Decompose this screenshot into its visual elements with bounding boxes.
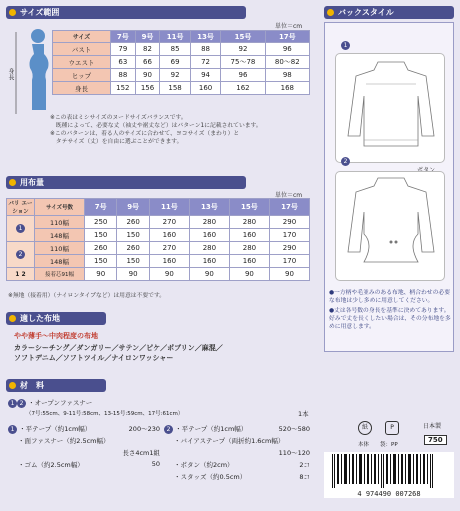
made-in-label: 日本製 (423, 423, 442, 430)
cell: 90 (135, 69, 160, 82)
cell: 160 (190, 82, 220, 95)
cell: 96 (221, 69, 265, 82)
size-col: 15号 (221, 31, 265, 43)
cell: 85 (160, 43, 190, 56)
size-corner: サイズ (53, 31, 111, 43)
back-title: バックスタイル (338, 8, 394, 17)
fabric-unit: 単位＝cm (275, 192, 303, 199)
height-label: 身長 (7, 68, 14, 80)
fabric-corner: サイズ号数 (35, 199, 85, 216)
size-col: 7号 (85, 199, 117, 216)
variation-12-label: 1 2 (7, 268, 35, 281)
cell: 160 (229, 229, 269, 242)
cell: 290 (269, 242, 309, 255)
cell: 270 (149, 242, 189, 255)
fabric-header (6, 176, 246, 189)
body-figure (8, 28, 54, 118)
cell: 280 (229, 242, 269, 255)
cell: 63 (111, 56, 136, 69)
jacket-1-image (335, 53, 445, 163)
cell: 98 (265, 69, 309, 82)
cell: 79 (111, 43, 136, 56)
cell: 250 (85, 216, 117, 229)
back-notes: ●一方柄や毛並みのある布地、柄合わせの必要な布地は少し多めに用意してください。 ●丈は各号数の身長を基準に決めてあります。好みで丈を長くしたい場合は、その分布地を多めに用意します。 (329, 290, 451, 330)
variation-2-badge: 2 (16, 250, 25, 259)
cell: 160 (229, 255, 269, 268)
table-row (7, 255, 310, 268)
width-label: 110幅 (35, 216, 85, 229)
table-row (7, 229, 310, 242)
cell: 150 (85, 229, 117, 242)
cell: 94 (190, 69, 220, 82)
cell: 160 (149, 229, 189, 242)
table-row (53, 56, 310, 69)
cell: 90 (149, 268, 189, 281)
size-col: 13号 (190, 31, 220, 43)
cell: 72 (190, 56, 220, 69)
zipper-sizes: （7号:55cm、9-11号:58cm、13-15号:59cm、17号:61cm） (26, 411, 184, 417)
cell: 150 (117, 229, 149, 242)
size-header (6, 6, 246, 19)
size-col: 13号 (189, 199, 229, 216)
cell: 260 (117, 242, 149, 255)
cell: 92 (221, 43, 265, 56)
size-notes: ※この表はミシサイズのヌードサイズバランスです。 既種によって、必要な丈（袖丈や裾丈など）はパターン1に記載されています。 ※このパターンは、着る人のサイズに合わせて、ヨコサイズ（まわり）と タテサイズ（丈）を自由に選ぶことができます。 (50, 115, 262, 145)
back-panel (324, 22, 454, 352)
row-label: ウエスト (53, 56, 111, 69)
cell: 75〜78 (221, 56, 265, 69)
size-col: 7号 (111, 31, 136, 43)
table-row (53, 82, 310, 95)
cell: 90 (269, 268, 309, 281)
width-label: 接着芯91幅 (35, 268, 85, 281)
zipper-qty: 1本 (298, 410, 309, 418)
recycle-icon: 紙 (358, 421, 372, 435)
table-row (7, 242, 310, 255)
variation-header: バリ エーション (7, 199, 35, 216)
materials-right: 2 ・平テープ（約1cm幅） 520〜580 ・バイアステープ（両折約1.6cm幅） 110〜120 ・ボタン（約2cm） 2コ ・スタッズ（約0.5cm） 8コ (164, 424, 310, 484)
body-label: 本体 (358, 442, 370, 448)
cell: 260 (85, 242, 117, 255)
cell: 160 (189, 229, 229, 242)
cell: 92 (160, 69, 190, 82)
cell: 90 (117, 268, 149, 281)
size-col: 17号 (265, 31, 309, 43)
row-label: 身長 (53, 82, 111, 95)
cell: 280 (189, 242, 229, 255)
fabric-note: ※無地（接着用）（ナイロンタイプなど）は用意は不要です。 (8, 293, 166, 299)
size-title: サイズ範囲 (20, 8, 60, 17)
materials-header (6, 379, 106, 392)
row-label: バスト (53, 43, 111, 56)
cell: 88 (111, 69, 136, 82)
width-label: 148幅 (35, 229, 85, 242)
size-col: 15号 (229, 199, 269, 216)
cell: 162 (221, 82, 265, 95)
price-box: 750 (424, 435, 447, 445)
cell: 290 (269, 216, 309, 229)
cell: 168 (265, 82, 309, 95)
recycle-icon-2: P (385, 421, 399, 435)
materials-left: 1 ・平テープ（約1cm幅） 200〜230 ・面ファスナー（約2.5cm幅） 長さ4cm1組 ・ゴム（約2.5cm幅） 50 (8, 424, 160, 472)
suitable-title: 適した布地 (20, 314, 60, 323)
barcode-number: 4 974490 007268 (357, 490, 421, 498)
suitable-header (6, 312, 106, 325)
table-row (53, 69, 310, 82)
zipper-label: 1 2 ・オープンファスナー (8, 398, 92, 408)
cell: 160 (189, 255, 229, 268)
barcode (324, 452, 454, 498)
cell: 170 (269, 255, 309, 268)
width-label: 110幅 (35, 242, 85, 255)
cell: 90 (229, 268, 269, 281)
cell: 66 (135, 56, 160, 69)
cell: 88 (190, 43, 220, 56)
cell: 90 (85, 268, 117, 281)
cell: 158 (160, 82, 190, 95)
size-col: 11号 (160, 31, 190, 43)
cell: 280 (189, 216, 229, 229)
cell: 150 (85, 255, 117, 268)
cell: 90 (189, 268, 229, 281)
back-header (324, 6, 454, 19)
cell: 150 (117, 255, 149, 268)
variation-1-badge: 1 (16, 224, 25, 233)
table-row (7, 268, 310, 281)
cell: 69 (160, 56, 190, 69)
jacket-2-image (335, 171, 445, 281)
size-col: 9号 (117, 199, 149, 216)
table-row (53, 43, 310, 56)
fabric-title: 用布量 (20, 178, 44, 187)
bag-label: 袋：PP (380, 442, 398, 448)
table-row (7, 216, 310, 229)
cell: 160 (149, 255, 189, 268)
size-unit: 単位＝cm (275, 23, 303, 30)
cell: 260 (117, 216, 149, 229)
size-col: 17号 (269, 199, 309, 216)
cell: 82 (135, 43, 160, 56)
cell: 170 (269, 229, 309, 242)
width-label: 148幅 (35, 255, 85, 268)
cell: 152 (111, 82, 136, 95)
cell: 80〜82 (265, 56, 309, 69)
back-1-badge: 1 (341, 41, 350, 50)
row-label: ヒップ (53, 69, 111, 82)
cell: 280 (229, 216, 269, 229)
cell: 156 (135, 82, 160, 95)
size-table (52, 30, 310, 114)
cell: 96 (265, 43, 309, 56)
materials-title: 材 料 (20, 381, 44, 390)
suitable-subtitle: やや薄手〜中肉程度の布地 (14, 332, 98, 340)
size-col: 11号 (149, 199, 189, 216)
suitable-list: カラーシーチング／ダンガリー／サテン／ピケ／ポプリン／麻混／ ソフトデニム／ソフトツイル／ナイロンワッシャー (14, 344, 223, 362)
back-2-badge: 2 (341, 157, 350, 166)
cell: 270 (149, 216, 189, 229)
fabric-table (6, 198, 310, 281)
size-col: 9号 (135, 31, 160, 43)
